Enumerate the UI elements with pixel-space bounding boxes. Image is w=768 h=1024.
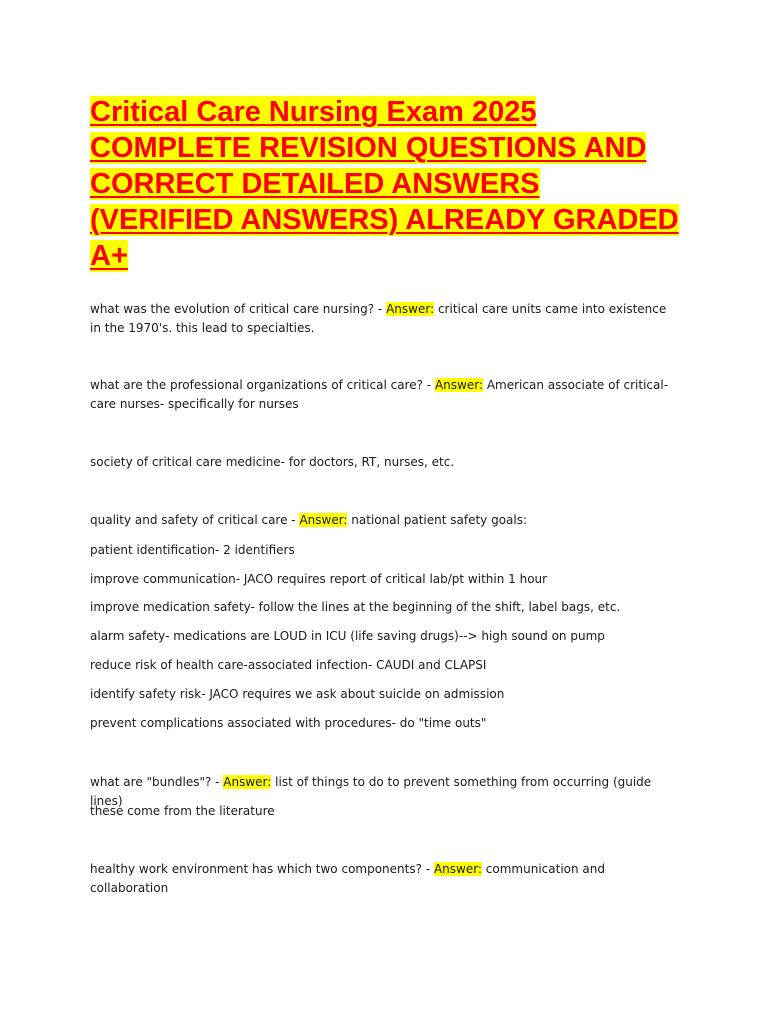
question-text: what was the evolution of critical care nursing? - (90, 302, 387, 316)
document-title-text: Critical Care Nursing Exam 2025 COMPLETE REVISION QUESTIONS AND CORRECT DETAILED ANSWERS (VERIFIED ANSWERS) ALREADY GRADED A+ (90, 96, 679, 272)
text-line-sccm: society of critical care medicine- for doctors, RT, nurses, etc. (90, 455, 455, 469)
text-line-alarm-safety: alarm safety- medications are LOUD in ICU (life saving drugs)--> high sound on pump (90, 629, 605, 643)
text-line-safety-risk: identify safety risk- JACO requires we ask about suicide on admission (90, 687, 505, 701)
answer-text: national patient safety goals: (351, 513, 528, 527)
qa-item-work-environment (90, 860, 680, 898)
answer-label: Answer: (299, 513, 348, 527)
question-text: healthy work environment has which two components? - (90, 862, 434, 876)
answer-text: American associate of critical-care nurses- specifically for nurses (90, 378, 669, 411)
text-line-medication-safety: improve medication safety- follow the lines at the beginning of the shift, label bags, etc. (90, 600, 621, 614)
qa-item-organizations (90, 376, 680, 414)
question-text: quality and safety of critical care - (90, 513, 300, 527)
qa-item-evolution (90, 300, 680, 338)
text-line-infection-risk: reduce risk of health care-associated infection- CAUDI and CLAPSI (90, 658, 487, 672)
answer-label: Answer: (433, 862, 482, 876)
document-title (90, 94, 690, 274)
qa-item-quality-safety (90, 511, 680, 530)
answer-text: list of things to do to prevent something from occurring (guide lines) (90, 775, 652, 808)
answer-label: Answer: (223, 775, 272, 789)
answer-label: Answer: (386, 302, 435, 316)
answer-text: communication and collaboration (90, 862, 605, 895)
answer-text: critical care units came into existence in the 1970's. this lead to specialties. (90, 302, 667, 335)
question-text: what are "bundles"? - (90, 775, 224, 789)
text-line-improve-communication: improve communication- JACO requires report of critical lab/pt within 1 hour (90, 572, 548, 586)
text-line-patient-identification: patient identification- 2 identifiers (90, 543, 295, 557)
answer-label: Answer: (434, 378, 483, 392)
text-line-procedure-complications: prevent complications associated with procedures- do "time outs" (90, 716, 487, 730)
question-text: what are the professional organizations of critical care? - (90, 378, 435, 392)
text-line-literature: these come from the literature (90, 804, 275, 818)
